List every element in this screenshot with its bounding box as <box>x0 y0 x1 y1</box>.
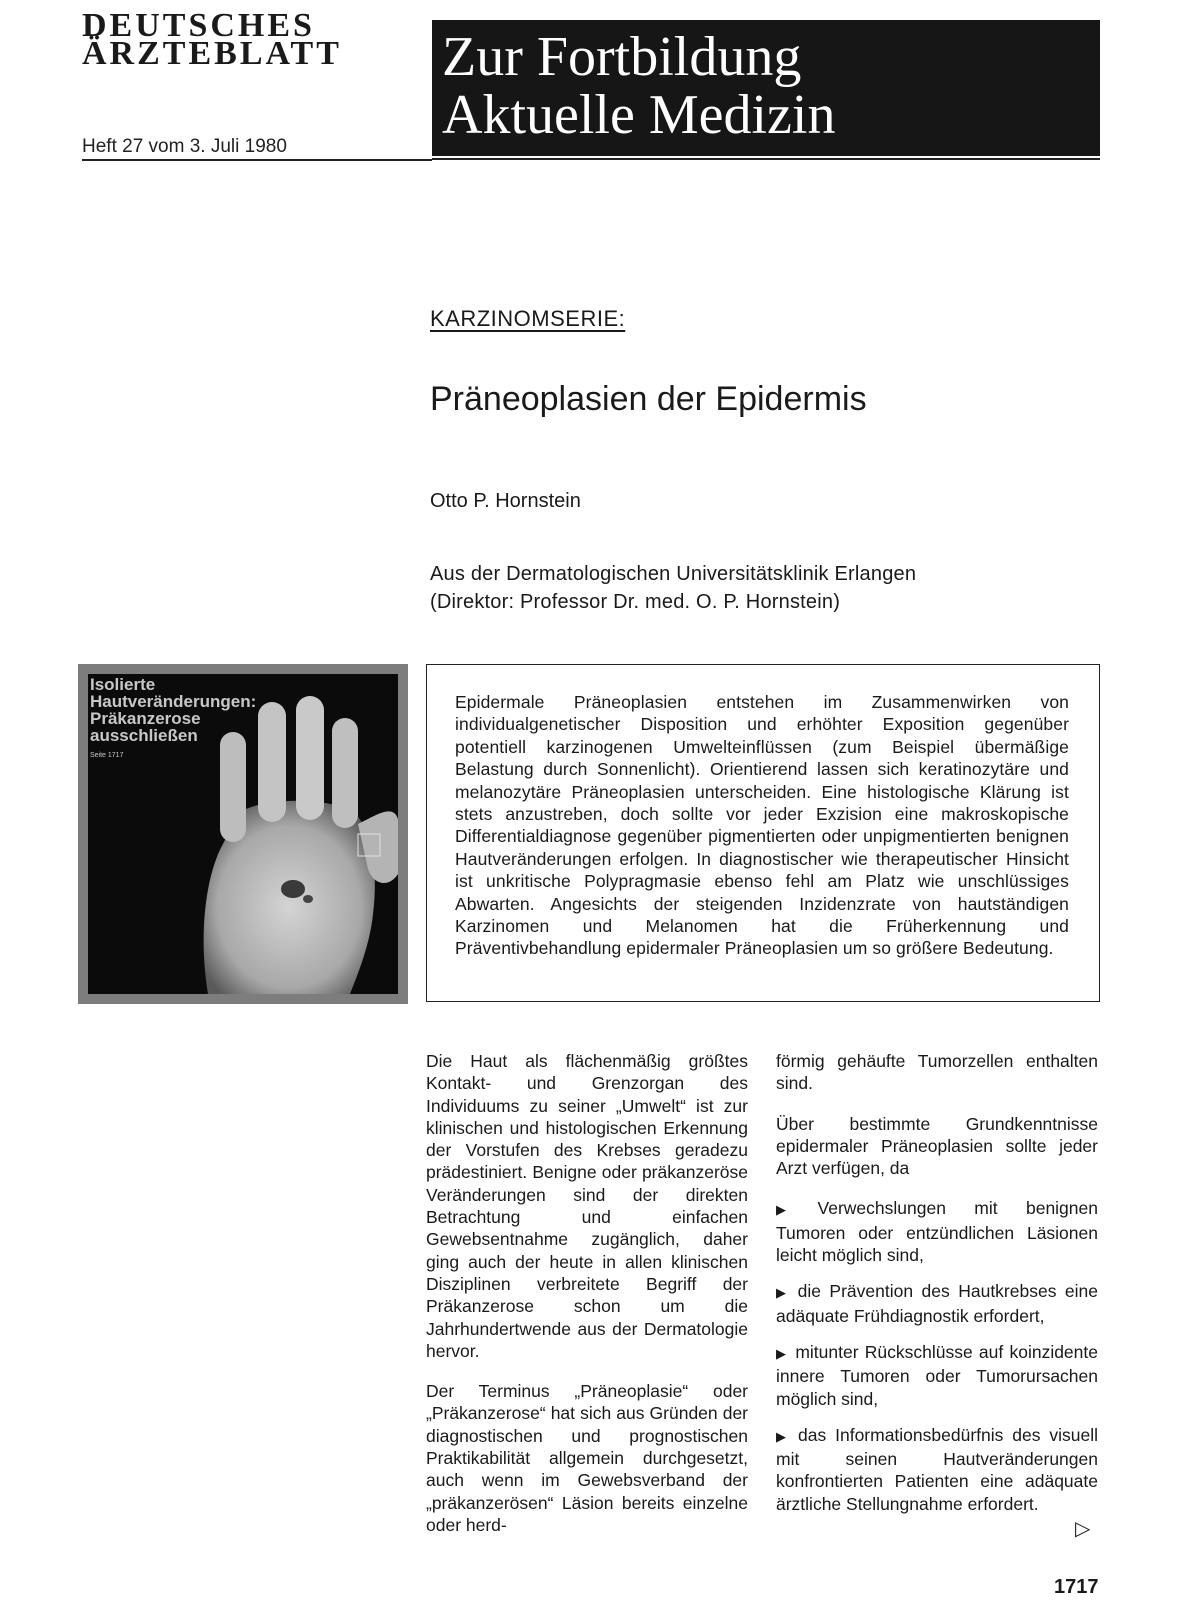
continued-arrow-icon: ▷ <box>1075 1518 1091 1540</box>
list-item-text: die Prävention des Hautkrebses eine adäquate Frühdiagnostik erfordert, <box>776 1281 1099 1326</box>
cover-photo <box>88 674 398 994</box>
paragraph: Die Haut als flächenmäßig größtes Kontakt- und Grenzorgan des Individuums zu seiner „Umwelt“ ist zur klinischen und histologischen Erkennung der Vorstufen des Krebses geradezu prädestiniert. Benigne oder präkanzeröse Veränderungen sind der direkten Betrachtung und einfachen Gewebsentnahme zugänglich, daher ging auch der heute in allen klinischen Disziplinen verbreitete Begriff der Präkanzerose schon um die Jahrhundertwende aus der Dermatologie hervor. <box>426 1051 748 1361</box>
series-label: KARZINOMSERIE: <box>430 306 626 331</box>
bullet-arrow-icon: ▶ <box>776 1285 790 1301</box>
cover-line-2: Hautveränderungen: <box>90 692 257 711</box>
list-item-text: das Informationsbedürfnis des visuell mit seinen Hautveränderungen konfrontierten Patienten eine adäquate ärztliche Stellungnahme erfordert. <box>776 1424 1098 1514</box>
abstract-box: Epidermale Präneoplasien entstehen im Zusammenwirken von individualgenetischer Disposition und erhöhter Exposition gegenüber potentiell karzinogenen Umwelteinflüssen (zum Beispiel übermäßige Belastung durch Sonnenlicht). Orientierend lassen sich keratinozytäre und melanozytäre Präneoplasien unterscheiden. Eine histologische Klärung ist stets anzustreben, doch sollte vor jeder Exzision eine makroskopische Differentialdiagnose gegenüber pigmentierten oder unpigmentierten benignen Hautveränderungen erfolgen. In diagnostischer wie therapeutischer Hinsicht ist unkritische Polypragmasie ebenso fehl am Platz wie unschlüssiges Abwarten. Angesichts der steigenden Inzidenzrate von hautständigen Karzinomen und Melanomen hat die Früherkennung und Präventivbehandlung epidermaler Präneoplasien um so größere Bedeutung. <box>426 664 1100 1002</box>
list-item <box>776 1280 1098 1327</box>
bullet-arrow-icon: ▶ <box>776 1202 810 1218</box>
affiliation-line-2: (Direktor: Professor Dr. med. O. P. Hornstein) <box>430 591 841 613</box>
bullet-arrow-icon: ▶ <box>776 1428 791 1444</box>
bullet-arrow-icon: ▶ <box>776 1345 788 1361</box>
paragraph: Der Terminus „Präneoplasie“ oder „Präkanzerose“ hat sich aus Gründen der diagnostischen und prognostischen Praktikabilität allgemein durchgesetzt, auch wenn im Gewebsverband der „präkanzerösen“ Läsion bereits einzelne oder herd- <box>426 1381 748 1535</box>
section-banner <box>432 20 1100 156</box>
article-author: Otto P. Hornstein <box>430 490 581 512</box>
list-item-text: Verwechslungen mit benignen Tumoren oder entzündlichen Läsionen leicht möglich sind, <box>776 1198 1098 1266</box>
banner-line-2: Aktuelle Medizin <box>442 84 836 146</box>
cover-line-3: Präkanzerose <box>90 709 201 728</box>
cover-caption <box>90 676 256 762</box>
cover-line-4: ausschließen <box>90 726 198 745</box>
list-item <box>776 1424 1098 1515</box>
list-item <box>776 1341 1098 1410</box>
paragraph: Über bestimmte Grundkenntnisse epidermaler Präneoplasien sollte jeder Arzt verfügen, da <box>776 1113 1098 1179</box>
list-item <box>776 1197 1098 1266</box>
cover-image <box>78 664 408 1004</box>
affiliation-line-1: Aus der Dermatologischen Universitätsklinik Erlangen <box>430 563 917 585</box>
masthead-logo <box>82 7 402 72</box>
article-title: Präneoplasien der Epidermis <box>430 380 867 418</box>
body-column-right <box>776 1050 1098 1529</box>
cover-page-ref: Seite 1717 <box>90 752 124 759</box>
header-rule-right <box>432 158 1100 160</box>
paragraph: förmig gehäufte Tumorzellen enthalten sind. <box>776 1051 1098 1094</box>
masthead-line-2: ÄRZTEBLATT <box>82 35 342 72</box>
masthead-line-1: DEUTSCHES <box>82 7 315 44</box>
list-item-text: mitunter Rückschlüsse auf koinzidente innere Tumoren oder Tumorursachen möglich sind, <box>776 1341 1098 1409</box>
issue-date: Heft 27 vom 3. Juli 1980 <box>82 136 287 157</box>
banner-line-1: Zur Fortbildung <box>442 26 802 88</box>
header-rule-left <box>82 159 432 161</box>
cover-line-1: Isolierte <box>90 675 156 694</box>
author-affiliation <box>430 560 916 616</box>
page-number: 1717 <box>1054 1576 1099 1598</box>
body-column-left <box>426 1050 748 1554</box>
